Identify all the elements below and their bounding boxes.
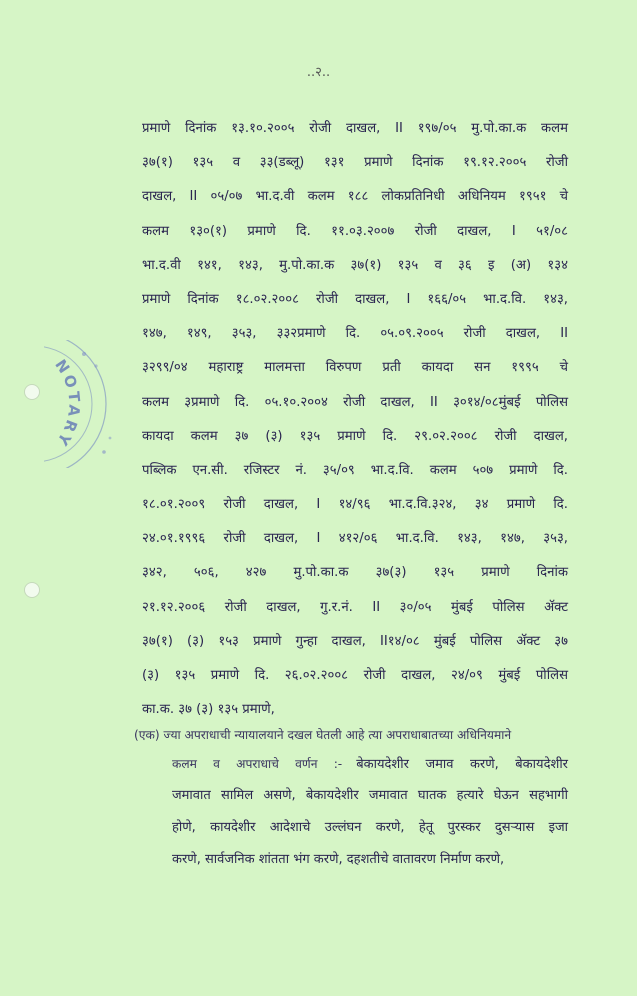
seal-text: NOTARY [51, 356, 84, 452]
notary-seal-graphic [44, 340, 120, 468]
paragraph-line: २४.०१.१९९६ रोजी दाखल, I ४१२/०६ भा.द.वि. १४३, १४७, ३५३, [142, 531, 568, 547]
paragraph-line: १४७, १४९, ३५३, ३३२प्रमाणे दि. ०५.०९.२००५ रोजी दाखल, II [142, 326, 568, 342]
main-paragraph [142, 112, 568, 727]
paragraph-line: १८.०१.२००९ रोजी दाखल, I १४/९६ भा.द.वि.३२४, ३४ प्रमाणे दि. [142, 497, 568, 513]
paragraph-line: (३) १३५ प्रमाणे दि. २६.०२.२००८ रोजी दाखल, २४/०९ मुंबई पोलिस [142, 668, 568, 683]
offence-line: करणे, सार्वजनिक शांतता भंग करणे, दहशतीचे वातावरण निर्माण करणे, [172, 852, 505, 867]
paragraph-line: कलम १३०(१) प्रमाणे दि. ११.०३.२००७ रोजी दाखल, I ५१/०८ [142, 223, 568, 239]
paragraph-line: कायदा कलम ३७ (३) १३५ प्रमाणे दि. २९.०२.२००८ रोजी दाखल, [142, 428, 568, 444]
page-number: ..२.. [306, 65, 331, 80]
paragraph-line: भा.द.वी १४१, १४३, मु.पो.का.क ३७(१) १३५ व ३६ इ (अ) १३४ [142, 257, 568, 273]
offence-line: होणे, कायदेशीर आदेशाचे उल्लंघन करणे, हेतू पुरस्कर दुसऱ्यास इजा [172, 820, 568, 835]
paragraph-line: दाखल, II ०५/०७ भा.द.वी कलम १८८ लोकप्रतिनिधी अधिनियम १९५१ चे [142, 189, 568, 205]
paragraph-line: पब्लिक एन.सी. रजिस्टर नं. ३५/०९ भा.द.वि. कलम ५०७ प्रमाणे दि. [142, 462, 568, 478]
paragraph-line: २१.१२.२००६ रोजी दाखल, गु.र.नं. II ३०/०५ मुंबई पोलिस ॲक्ट [142, 599, 568, 615]
offence-label: कलम व अपराधाचे वर्णन :- [172, 757, 343, 771]
paragraph-line: प्रमाणे दिनांक १८.०२.२००८ रोजी दाखल, I १६६/०५ भा.द.वि. १४३, [142, 291, 568, 307]
paragraph-line: कलम ३प्रमाणे दि. ०५.१०.२००४ रोजी दाखल, II ३०१४/०८मुंबई पोलिस [142, 394, 568, 410]
paragraph-line: ३४२, ५०६, ४२७ मु.पो.का.क ३७(३) १३५ प्रमाणे दिनांक [142, 565, 568, 581]
paragraph-line: ३७(१) १३५ व ३३(डब्लू) १३१ प्रमाणे दिनांक १९.१२.२००५ रोजी [142, 155, 568, 171]
offence-description [134, 722, 568, 876]
offence-line-first [172, 748, 568, 780]
paragraph-line: ३२९९/०४ महाराष्ट्र मालमत्ता विरुपण प्रती कायदा सन १९९५ चे [142, 360, 568, 376]
offence-heading: (एक) ज्या अपराधाची न्यायालयाने दखल घेतली आहे त्या अपराधाबातच्या अधिनियमाने [134, 728, 512, 742]
notary-seal [44, 340, 120, 468]
paragraph-line: प्रमाणे दिनांक १३.१०.२००५ रोजी दाखल, II १९७/०५ मु.पो.का.क कलम [142, 121, 568, 136]
punch-hole-top [24, 384, 40, 400]
paragraph-line: ३७(१) (३) १५३ प्रमाणे गुन्हा दाखल, II१४/०८ मुंबई पोलिस ॲक्ट ३७ [142, 633, 568, 649]
offence-text: बेकायदेशीर जमाव करणे, बेकायदेशीर [356, 757, 568, 772]
offence-line: जमावात सामिल असणे, बेकायदेशीर जमावात घातक हत्यारे घेऊन सहभागी [172, 788, 568, 803]
svg-text:NOTARY [51, 356, 83, 451]
punch-hole-bottom [24, 582, 40, 598]
paragraph-line: का.क. ३७ (३) १३५ प्रमाणे, [142, 702, 275, 718]
